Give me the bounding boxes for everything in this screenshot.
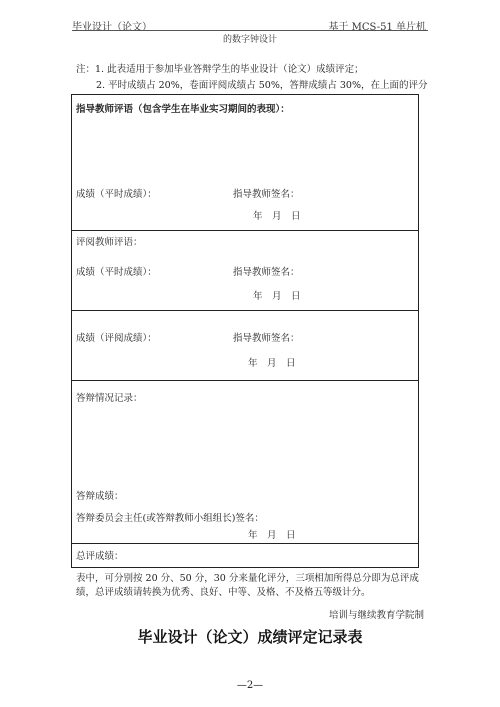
note-line-1: 注：1. 此表适用于参加毕业答辩学生的毕业设计（论文）成绩评定； bbox=[76, 64, 364, 75]
document-title: 毕业设计（论文）成绩评定记录表 bbox=[137, 628, 363, 646]
exam-grade-label: 成绩（评阅成绩）： bbox=[76, 333, 157, 344]
institution-label: 培训与继续教育学院制 bbox=[328, 610, 424, 621]
header-divider bbox=[72, 30, 428, 31]
exam-date: 年 月 日 bbox=[248, 358, 296, 369]
advisor-grade-label: 成绩（平时成绩）： bbox=[76, 189, 157, 200]
defense-chair-sign-label: 答辩委员会主任(或答辩教师小组组长)签名： bbox=[76, 513, 264, 524]
note-line-2: 2. 平时成绩占 20%，卷面评阅成绩占 50%，答辩成绩占 30%，在上面的评分 bbox=[96, 80, 428, 91]
advisor-comment-title: 指导教师评语（包含学生在毕业实习期间的表现）： bbox=[76, 104, 290, 115]
row-divider bbox=[71, 310, 419, 311]
exam-sign-label: 指导教师签名： bbox=[233, 333, 300, 344]
advisor-sign-label: 指导教师签名： bbox=[233, 189, 300, 200]
review-date: 年 月 日 bbox=[253, 291, 301, 302]
row-divider bbox=[71, 230, 419, 231]
defense-record-title: 答辩情况记录： bbox=[76, 393, 143, 404]
page-number: —2— bbox=[236, 680, 264, 691]
footer-note-2: 绩，总评成绩请转换为优秀、良好、中等、及格、不及格五等级计分。 bbox=[76, 587, 371, 598]
advisor-date: 年 月 日 bbox=[253, 211, 301, 222]
footer-note-1: 表中，可分别按 20 分、50 分，30 分来量化评分，三项相加所得总分即为总评成 bbox=[76, 573, 419, 584]
header-right: 基于 MCS-51 单片机 bbox=[328, 22, 426, 33]
total-grade-label: 总评成绩： bbox=[76, 551, 124, 562]
review-grade-label: 成绩（平时成绩）： bbox=[76, 267, 157, 278]
review-comment-title: 评阅教师评语： bbox=[76, 237, 143, 248]
header-subtitle: 的数字钟设计 bbox=[222, 35, 277, 45]
defense-grade-label: 答辩成绩： bbox=[76, 491, 124, 502]
row-divider bbox=[71, 380, 419, 381]
defense-date: 年 月 日 bbox=[248, 530, 296, 541]
row-divider bbox=[71, 543, 419, 544]
review-sign-label: 指导教师签名： bbox=[233, 267, 300, 278]
header-left: 毕业设计（论文） bbox=[72, 22, 152, 33]
